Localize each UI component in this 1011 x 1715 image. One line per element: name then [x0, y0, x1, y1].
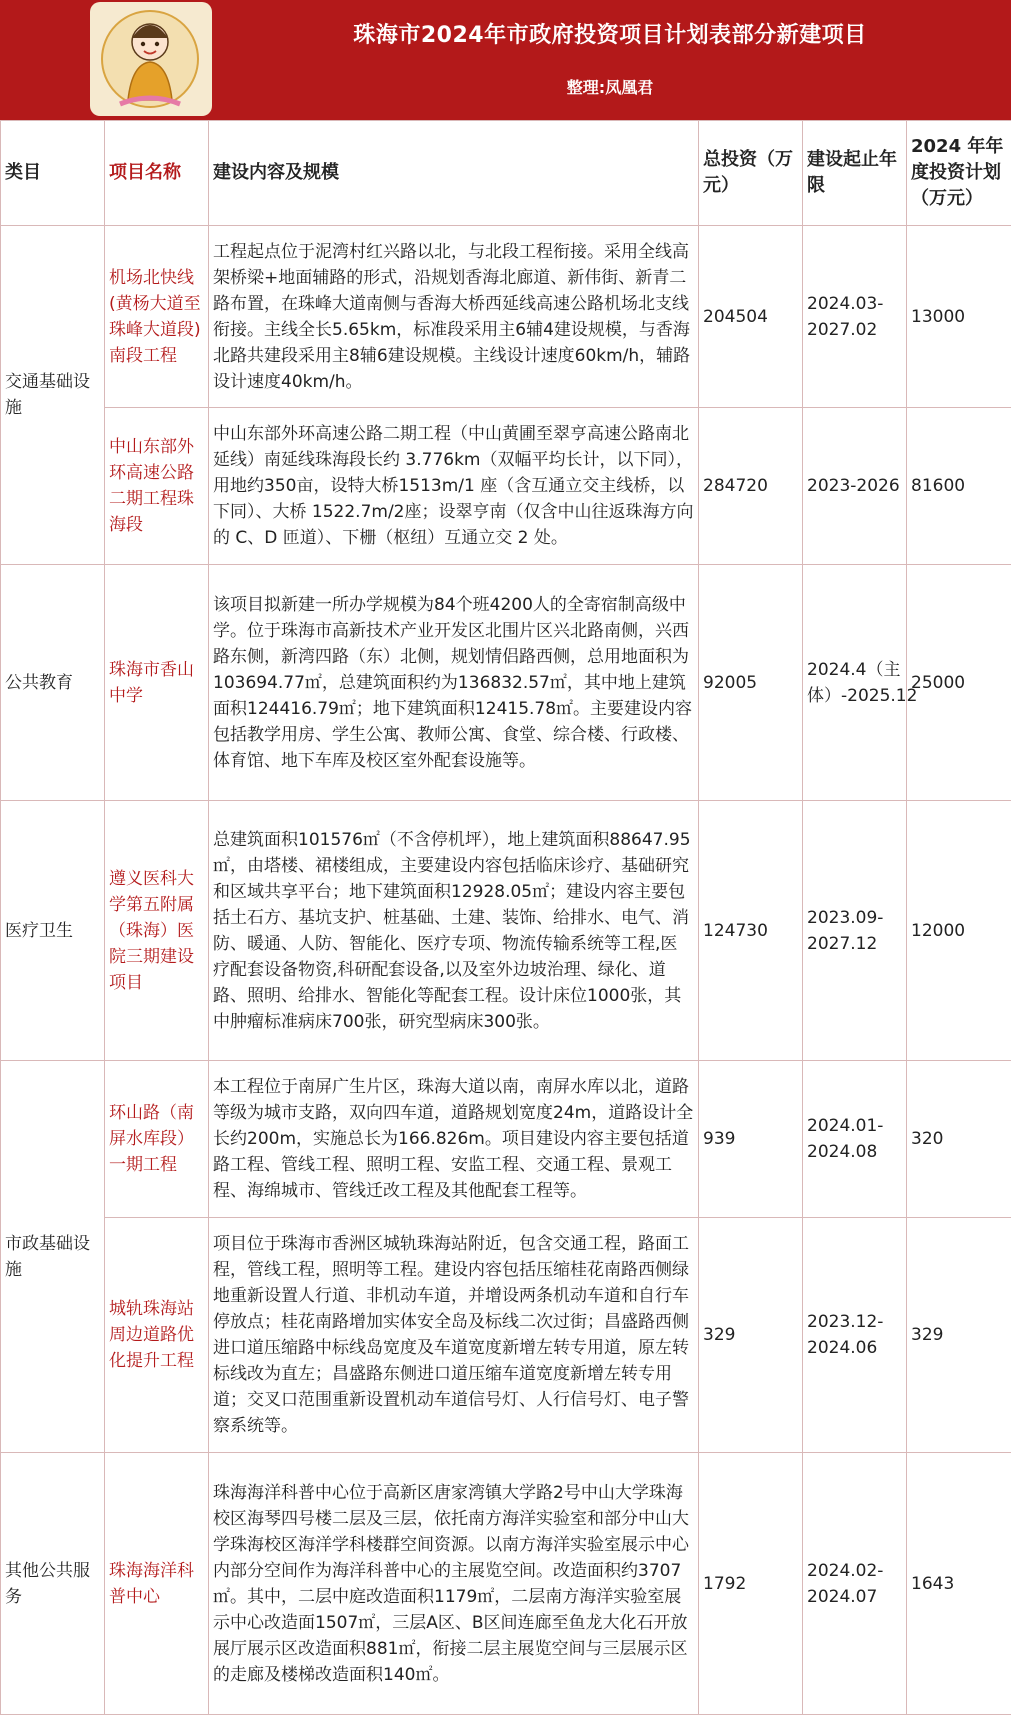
- content-cell: 中山东部外环高速公路二期工程（中山黄圃至翠亨高速公路南北延线）南延线珠海段长约 3.776km（双幅平均长计，以下同），用地约350亩，设特大桥1513m/1 座（含互通立交主线桥，以下同）、大桥 1522.7m/2座；设翠亨南（仅含中山往返珠海方向的 C、D 匝道）、下栅（枢纽）互通立交 2 处。: [209, 408, 699, 565]
- title-banner: [0, 0, 1011, 120]
- header-total-investment: 总投资（万元）: [699, 121, 803, 226]
- project-name-cell: 中山东部外环高速公路二期工程珠海段: [105, 408, 209, 565]
- table-row: [1, 1061, 1011, 1218]
- period-cell: 2024.02-2024.07: [803, 1453, 907, 1715]
- content-cell: 珠海海洋科普中心位于高新区唐家湾镇大学路2号中山大学珠海校区海琴四号楼二层及三层，依托南方海洋实验室和部分中山大学珠海校区海洋学科楼群空间资源。以南方海洋实验室展示中心内部分空间作为海洋科普中心的主展览空间。改造面积约3707㎡。其中，二层中庭改造面积1179㎡，二层南方海洋实验室展示中心改造面1507㎡，三层A区、B区间连廊至鱼龙大化石开放展厅展示区改造面积881㎡，衔接二层主展览空间与三层展示区的走廊及楼梯改造面积140㎡。: [209, 1453, 699, 1715]
- table-row: [1, 1453, 1011, 1715]
- table-row: [1, 801, 1011, 1061]
- table-row: [1, 226, 1011, 408]
- page-title: 珠海市2024年市政府投资项目计划表部分新建项目: [230, 18, 990, 49]
- project-table: [0, 120, 1011, 1715]
- header-content: 建设内容及规模: [209, 121, 699, 226]
- total-investment-cell: 124730: [699, 801, 803, 1061]
- project-name-cell: 珠海市香山中学: [105, 565, 209, 801]
- project-name-cell: 遵义医科大学第五附属（珠海）医院三期建设项目: [105, 801, 209, 1061]
- annual-plan-cell: 329: [907, 1218, 1011, 1453]
- total-investment-cell: 204504: [699, 226, 803, 408]
- total-investment-cell: 1792: [699, 1453, 803, 1715]
- page-subtitle: 整理:凤凰君: [230, 75, 990, 98]
- header-category: 类目: [1, 121, 105, 226]
- annual-plan-cell: 1643: [907, 1453, 1011, 1715]
- total-investment-cell: 329: [699, 1218, 803, 1453]
- avatar: [90, 2, 212, 116]
- total-investment-cell: 284720: [699, 408, 803, 565]
- category-cell: 其他公共服务: [1, 1453, 105, 1715]
- annual-plan-cell: 81600: [907, 408, 1011, 565]
- period-cell: 2023-2026: [803, 408, 907, 565]
- content-cell: 工程起点位于泥湾村红兴路以北，与北段工程衔接。采用全线高架桥梁+地面辅路的形式，沿规划香海北廊道、新伟街、新青二路布置，在珠峰大道南侧与香海大桥西延线高速公路机场北支线衔接。主线全长5.65km，标准段采用主6辅4建设规模，与香海北路共建段采用主8辅6建设规模。主线设计速度60km/h，辅路设计速度40km/h。: [209, 226, 699, 408]
- header-annual-plan: 2024 年年度投资计划（万元）: [907, 121, 1011, 226]
- period-cell: 2023.12-2024.06: [803, 1218, 907, 1453]
- category-cell: 交通基础设施: [1, 226, 105, 565]
- table-row: [1, 565, 1011, 801]
- annual-plan-cell: 320: [907, 1061, 1011, 1218]
- project-name-cell: 城轨珠海站周边道路优化提升工程: [105, 1218, 209, 1453]
- category-cell: 市政基础设施: [1, 1061, 105, 1453]
- period-cell: 2024.4（主体）-2025.12: [803, 565, 907, 801]
- period-cell: 2023.09-2027.12: [803, 801, 907, 1061]
- header-project-name: 项目名称: [105, 121, 209, 226]
- table-row: [1, 408, 1011, 565]
- annual-plan-cell: 13000: [907, 226, 1011, 408]
- header-period: 建设起止年限: [803, 121, 907, 226]
- period-cell: 2024.03-2027.02: [803, 226, 907, 408]
- table-row: [1, 1218, 1011, 1453]
- annual-plan-cell: 12000: [907, 801, 1011, 1061]
- project-name-cell: 珠海海洋科普中心: [105, 1453, 209, 1715]
- mascot-logo-icon: [98, 8, 202, 110]
- total-investment-cell: 939: [699, 1061, 803, 1218]
- project-name-cell: 环山路（南屏水库段）一期工程: [105, 1061, 209, 1218]
- table-header-row: [1, 121, 1011, 226]
- content-cell: 项目位于珠海市香洲区城轨珠海站附近，包含交通工程，路面工程，管线工程，照明等工程。建设内容包括压缩桂花南路西侧绿地重新设置人行道、非机动车道，并增设两条机动车道和自行车停放点；桂花南路增加实体安全岛及标线二次过街；昌盛路西侧进口道压缩路中标线岛宽度及车道宽度新增左转专用道，原左转标线改为直左；昌盛路东侧进口道压缩车道宽度新增左转专用道；交叉口范围重新设置机动车道信号灯、人行信号灯、电子警察系统等。: [209, 1218, 699, 1453]
- content-cell: 该项目拟新建一所办学规模为84个班4200人的全寄宿制高级中学。位于珠海市高新技术产业开发区北围片区兴北路南侧，兴西路东侧，新湾四路（东）北侧，规划情侣路西侧，总用地面积为103694.77㎡，总建筑面积约为136832.57㎡，其中地上建筑面积124416.79㎡；地下建筑面积12415.78㎡。主要建设内容包括教学用房、学生公寓、教师公寓、食堂、综合楼、行政楼、体育馆、地下车库及校区室外配套设施等。: [209, 565, 699, 801]
- category-cell: 公共教育: [1, 565, 105, 801]
- annual-plan-cell: 25000: [907, 565, 1011, 801]
- category-cell: 医疗卫生: [1, 801, 105, 1061]
- project-name-cell: 机场北快线(黄杨大道至珠峰大道段)南段工程: [105, 226, 209, 408]
- content-cell: 总建筑面积101576㎡（不含停机坪），地上建筑面积88647.95㎡，由塔楼、裙楼组成，主要建设内容包括临床诊疗、基础研究和区域共享平台；地下建筑面积12928.05㎡；建设内容主要包括土石方、基坑支护、桩基础、土建、装饰、给排水、电气、消防、暖通、人防、智能化、医疗专项、物流传输系统等工程,医疗配套设备物资,科研配套设备,以及室外边坡治理、绿化、道路、照明、给排水、智能化等配套工程。设计床位1000张，其中肿瘤标准病床700张，研究型病床300张。: [209, 801, 699, 1061]
- content-cell: 本工程位于南屏广生片区，珠海大道以南，南屏水库以北，道路等级为城市支路，双向四车道，道路规划宽度24m，道路设计全长约200m，实施总长为166.826m。项目建设内容主要包括道路工程、管线工程、照明工程、安监工程、交通工程、景观工程、海绵城市、管线迁改工程及其他配套工程等。: [209, 1061, 699, 1218]
- total-investment-cell: 92005: [699, 565, 803, 801]
- period-cell: 2024.01-2024.08: [803, 1061, 907, 1218]
